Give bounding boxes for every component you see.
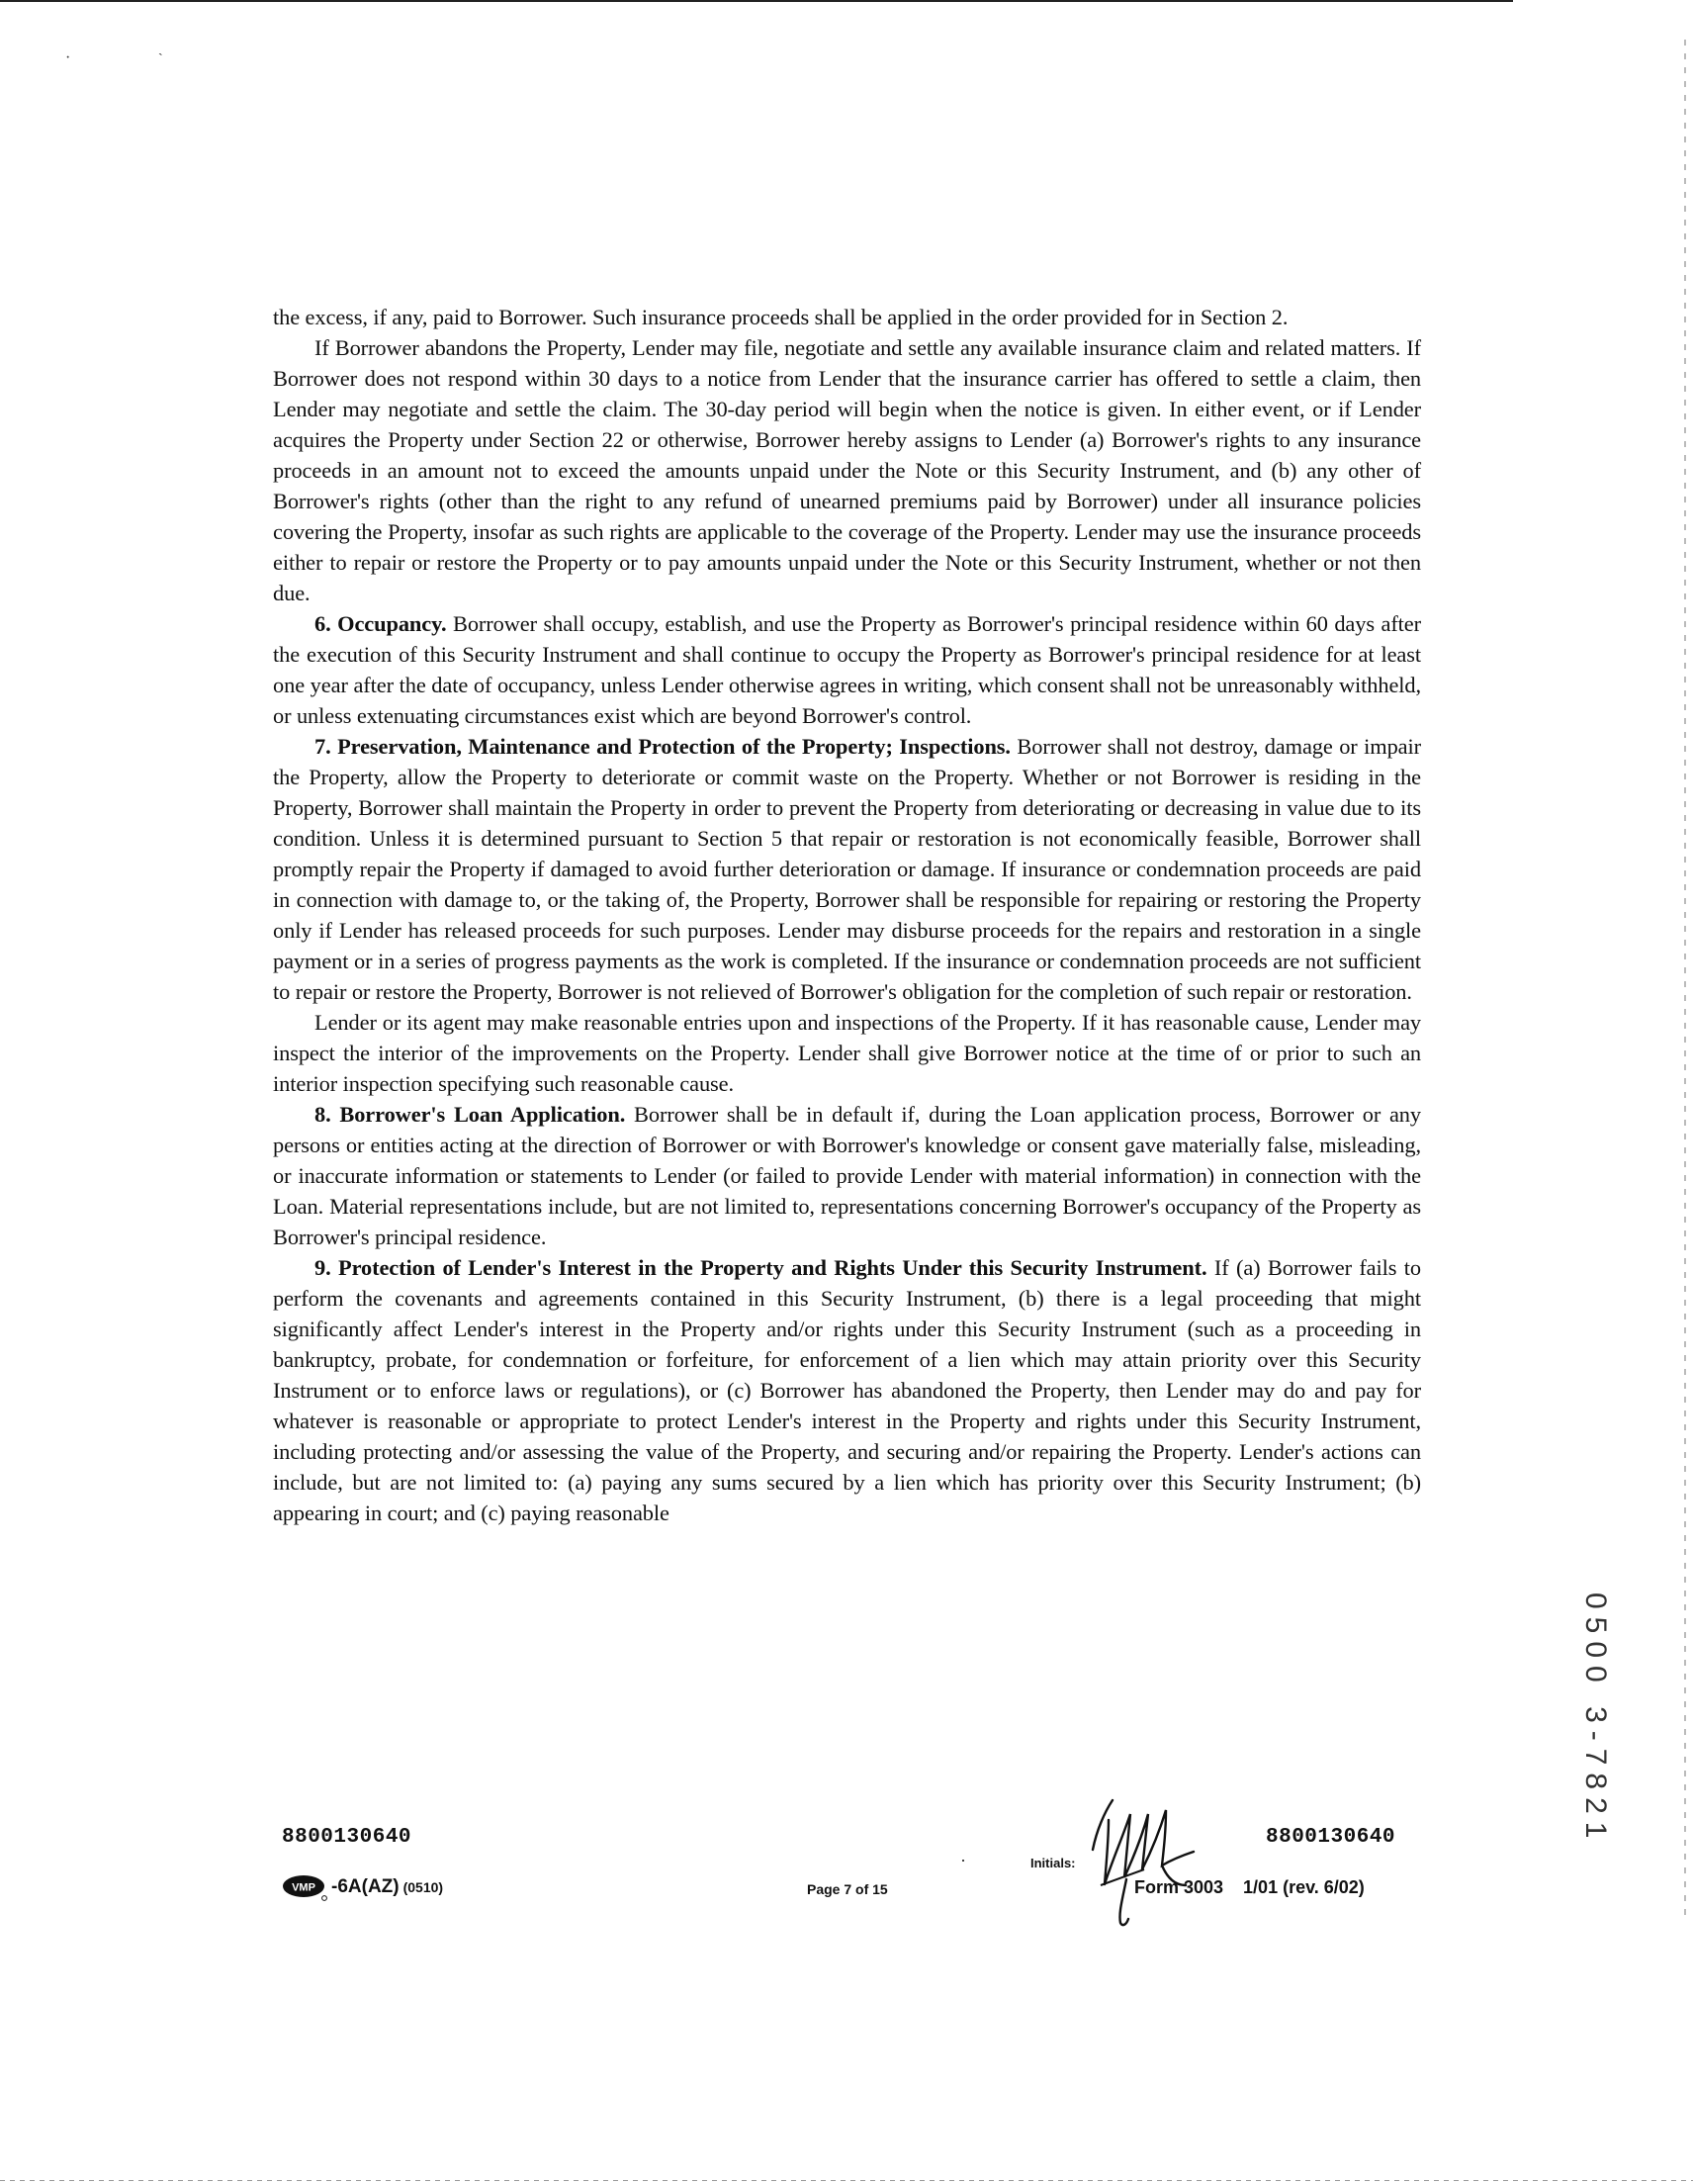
paragraph	[273, 302, 1421, 332]
recording-stamp: 0500 3-7821	[1579, 1592, 1612, 1847]
initials-signature	[1083, 1790, 1224, 1929]
initials-label: Initials:	[1030, 1856, 1076, 1870]
paragraph	[273, 332, 1421, 608]
document-body	[273, 302, 1421, 1528]
paragraph	[273, 731, 1421, 1007]
paragraph-text: Borrower shall not destroy, damage or impair the Property, allow the Property to deteriorate or commit waste on the Property. Whether or not Borrower is residing in the Property, Borrower shall maintain the Property in order to prevent the Property from deteriorating or decreasing in value due to its condition. Unless it is determined pursuant to Section 5 that repair or restoration is not economically feasible, Borrower shall promptly repair the Property if damaged to avoid further deterioration or damage. If insurance or condemnation proceeds are paid in connection with damage to, or the taking of, the Property, Borrower shall be responsible for repairing or restoring the Property only if Lender has released proceeds for such purposes. Lender may disburse proceeds for the repairs and restoration in a single payment or in a series of progress payments as the work is completed. If the insurance or condemnation proceeds are not sufficient to repair or restore the Property, Borrower is not relieved of Borrower's obligation for the completion of such repair or restoration.	[273, 734, 1421, 1004]
vmp-logo-icon	[282, 1873, 333, 1901]
vmp-logo-text: VMP	[292, 1881, 315, 1894]
form-code	[331, 1876, 443, 1898]
loan-number-right: 8800130640	[1266, 1826, 1396, 1849]
right-edge-scan-line	[1684, 40, 1686, 1919]
bottom-edge-scan-line	[0, 2180, 1693, 2181]
paragraph-text: If Borrower abandons the Property, Lender may file, negotiate and settle any available insurance claim and related matters. If Borrower does not respond within 30 days to a notice from Lender that the insurance carrier has offered to settle a claim, then Lender may negotiate and settle the claim. The 30-day period will begin when the notice is given. In either event, or if Lender acquires the Property under Section 22 or otherwise, Borrower hereby assigns to Lender (a) Borrower's rights to any insurance proceeds in an amount not to exceed the amounts unpaid under the Note or this Security Instrument, and (b) any other of Borrower's rights (other than the right to any refund of unearned premiums paid by Borrower) under all insurance policies covering the Property, insofar as such rights are applicable to the coverage of the Property. Lender may use the insurance proceeds either to repair or restore the Property or to pay amounts unpaid under the Note or this Security Instrument, whether or not then due.	[273, 335, 1421, 605]
section-heading: 6. Occupancy.	[314, 611, 447, 636]
paragraph	[273, 1252, 1421, 1528]
form-revision: 1/01 (rev. 6/02)	[1243, 1877, 1365, 1897]
scan-speck	[962, 1860, 964, 1862]
page-number: Page 7 of 15	[807, 1881, 888, 1897]
paragraph-text: Borrower shall occupy, establish, and use the Property as Borrower's principal residence within 60 days after the execution of this Security Instrument and shall continue to occupy the Property as Borrower's principal residence for at least one year after the date of occupancy, unless Lender otherwise agrees in writing, which consent shall not be unreasonably withheld, or unless extenuating circumstances exist which are beyond Borrower's control.	[273, 611, 1421, 728]
form-number	[1134, 1877, 1365, 1898]
section-heading: 8. Borrower's Loan Application.	[314, 1102, 626, 1127]
scan-speck: ˎ	[158, 42, 163, 56]
paragraph	[273, 608, 1421, 731]
loan-number-left: 8800130640	[282, 1826, 412, 1849]
form-code-date: (0510)	[402, 1879, 444, 1895]
top-border-rule	[0, 0, 1513, 2]
paragraph	[273, 1099, 1421, 1252]
paragraph	[273, 1007, 1421, 1099]
section-heading: 9. Protection of Lender's Interest in the Property and Rights Under this Security Instrument.	[314, 1255, 1207, 1280]
paragraph-text: the excess, if any, paid to Borrower. Such insurance proceeds shall be applied in the order provided for in Section 2.	[273, 305, 1289, 329]
paragraph-text: Lender or its agent may make reasonable entries upon and inspections of the Property. If it has reasonable cause, Lender may inspect the interior of the improvements on the Property. Lender shall give Borrower notice at the time of or prior to such an interior inspection specifying such reasonable cause.	[273, 1010, 1421, 1096]
paragraph-text: Borrower shall be in default if, during the Loan application process, Borrower or any persons or entities acting at the direction of Borrower or with Borrower's knowledge or consent gave materially false, misleading, or inaccurate information or statements to Lender (or failed to provide Lender with material information) in connection with the Loan. Material representations include, but are not limited to, representations concerning Borrower's occupancy of the Property as Borrower's principal residence.	[273, 1102, 1421, 1249]
form-number-label: Form 3003	[1134, 1877, 1224, 1897]
form-code-label: -6A(AZ)	[331, 1876, 400, 1897]
paragraph-text: If (a) Borrower fails to perform the covenants and agreements contained in this Security Instrument, (b) there is a legal proceeding that might significantly affect Lender's interest in the Property and/or rights under this Security Instrument (such as a proceeding in bankruptcy, probate, for condemnation or forfeiture, for enforcement of a lien which may attain priority over this Security Instrument or to enforce laws or regulations), or (c) Borrower has abandoned the Property, then Lender may do and pay for whatever is reasonable or appropriate to protect Lender's interest in the Property and rights under this Security Instrument, including protecting and/or assessing the value of the Property, and securing and/or repairing the Property. Lender's actions can include, but are not limited to: (a) paying any sums secured by a lien which has priority over this Security Instrument; (b) appearing in court; and (c) paying reasonable	[273, 1255, 1421, 1525]
scan-speck: ·	[65, 49, 71, 66]
section-heading: 7. Preservation, Maintenance and Protection of the Property; Inspections.	[314, 734, 1011, 759]
